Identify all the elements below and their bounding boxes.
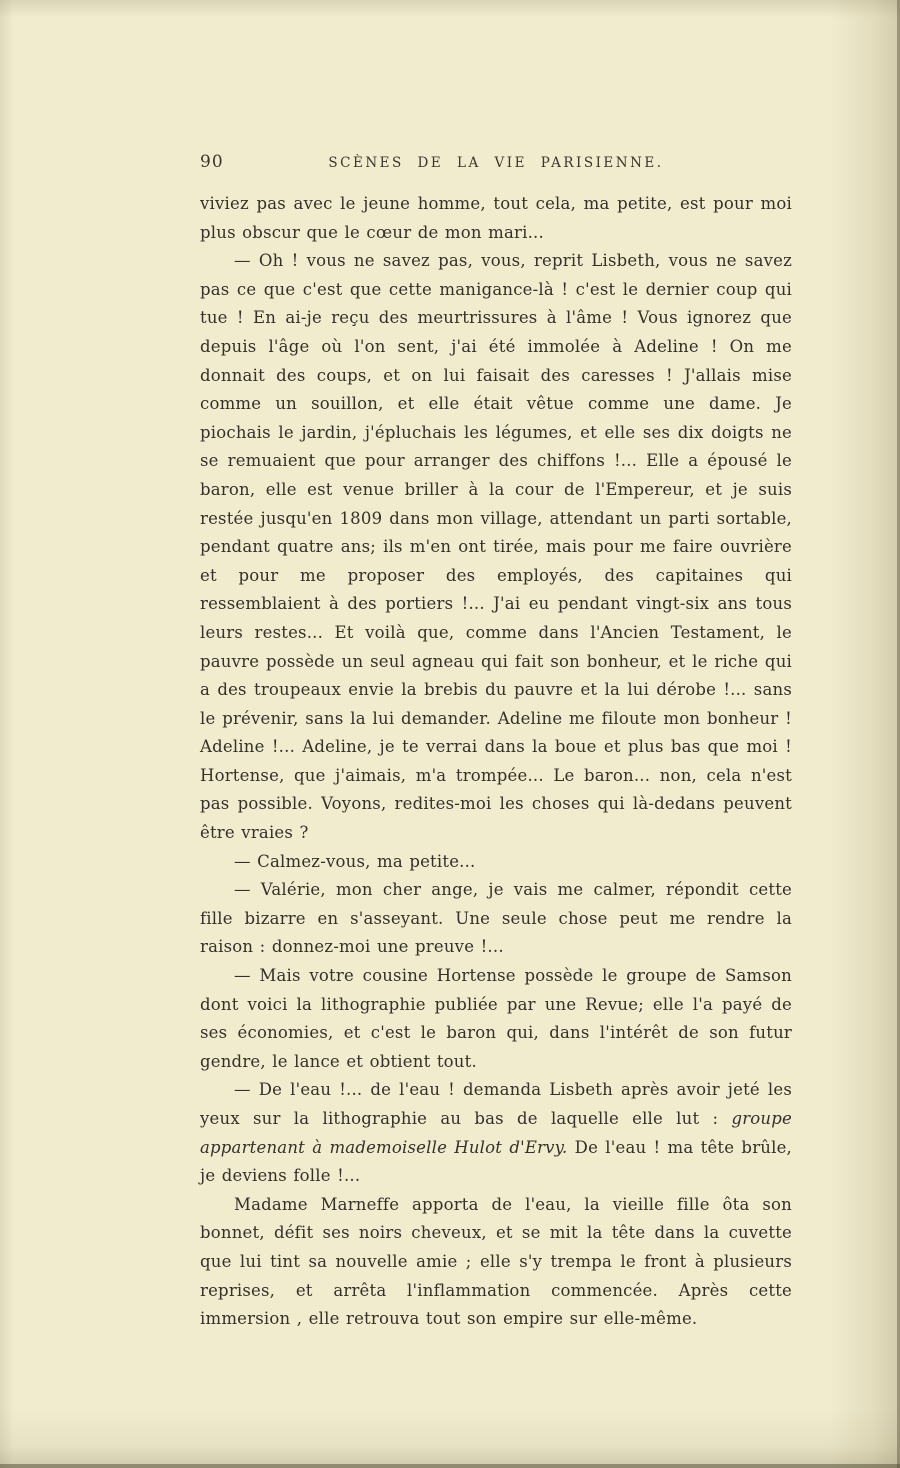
- text-segment: Madame Marneffe apporta de l'eau, la vieille fille ôta son bonnet, défit ses noirs cheveux, et se mit la tête dans la cuvette que lui tint sa nouvelle amie ; elle s'y trempa le front à plusieurs reprises, et arrêta l'inflammation commencée. Après cette immersion , elle retrouva tout son empire sur elle-même.: [200, 1194, 792, 1329]
- text-segment: — Mais votre cousine Hortense possède le groupe de Samson dont voici la lithographie publiée par une Revue; elle l'a payé de ses économies, et c'est le baron qui, dans l'intérêt de son futur gendre, le lance et obtient tout.: [200, 966, 792, 1071]
- paragraph: [200, 1076, 792, 1190]
- paragraph: [200, 1191, 792, 1334]
- text-segment: — De l'eau !... de l'eau ! demanda Lisbeth après avoir jeté les yeux sur la lithographie au bas de laquelle elle lut :: [200, 1080, 792, 1128]
- paragraph: [200, 848, 792, 877]
- text-segment: viviez pas avec le jeune homme, tout cela, ma petite, est pour moi plus obscur que le cœur de mon mari...: [200, 194, 792, 242]
- text-segment: — Calmez-vous, ma petite...: [234, 851, 476, 871]
- page-edge-bottom: [0, 1464, 900, 1468]
- text-segment: — Oh ! vous ne savez pas, vous, reprit Lisbeth, vous ne savez pas ce que c'est que cette manigance-là ! c'est le dernier coup qui tue ! En ai-je reçu des meurtrissures à l'âme ! Vous ignorez que depuis l'âge où l'on sent, j'ai été immolée à Adeline ! On me donnait des coups, et on lui faisait des caresses ! J'allais mise comme un souillon, et elle était vêtue comme une dame. Je piochais le jardin, j'épluchais les légumes, et elle ses dix doigts ne se remuaient que pour arranger des chiffons !... Elle a épousé le baron, elle est venue briller à la cour de l'Empereur, et je suis restée jusqu'en 1809 dans mon village, attendant un parti sortable, pendant quatre ans; ils m'en ont tirée, mais pour me faire ouvrière et pour me proposer des employés, des capitaines qui ressemblaient à des portiers !... J'ai eu pendant vingt-six ans tous leurs restes... Et voilà que, comme dans l'Ancien Testament, le pauvre possède un seul agneau qui fait son bonheur, et le riche qui a des troupeaux envie la brebis du pauvre et la lui dérobe !... sans le prévenir, sans la lui demander. Adeline me filoute mon bonheur ! Adeline !... Adeline, je te verrai dans la boue et plus bas que moi ! Hortense, que j'aimais, m'a trompée... Le baron... non, cela n'est pas possible. Voyons, redites-moi les choses qui là-dedans peuvent être vraies ?: [200, 251, 792, 843]
- running-title: SCÈNES DE LA VIE PARISIENNE.: [328, 155, 664, 171]
- text-segment: De l'eau ! ma tête brûle, je deviens folle !...: [200, 1137, 792, 1186]
- text-segment: — Valérie, mon cher ange, je vais me calmer, répondit cette fille bizarre en s'asseyant. Une seule chose peut me rendre la raison : donnez-moi une preuve !...: [200, 880, 792, 957]
- paragraph: [200, 962, 792, 1076]
- text-segment: groupe appartenant à mademoiselle Hulot d'Ervy.: [200, 1109, 792, 1157]
- page-header: [200, 150, 792, 180]
- page-text: [200, 190, 792, 1334]
- page-content: [200, 150, 792, 1334]
- paragraph: [200, 876, 792, 962]
- paragraph: [200, 190, 792, 247]
- paragraph: [200, 247, 792, 847]
- page-number: 90: [200, 152, 224, 172]
